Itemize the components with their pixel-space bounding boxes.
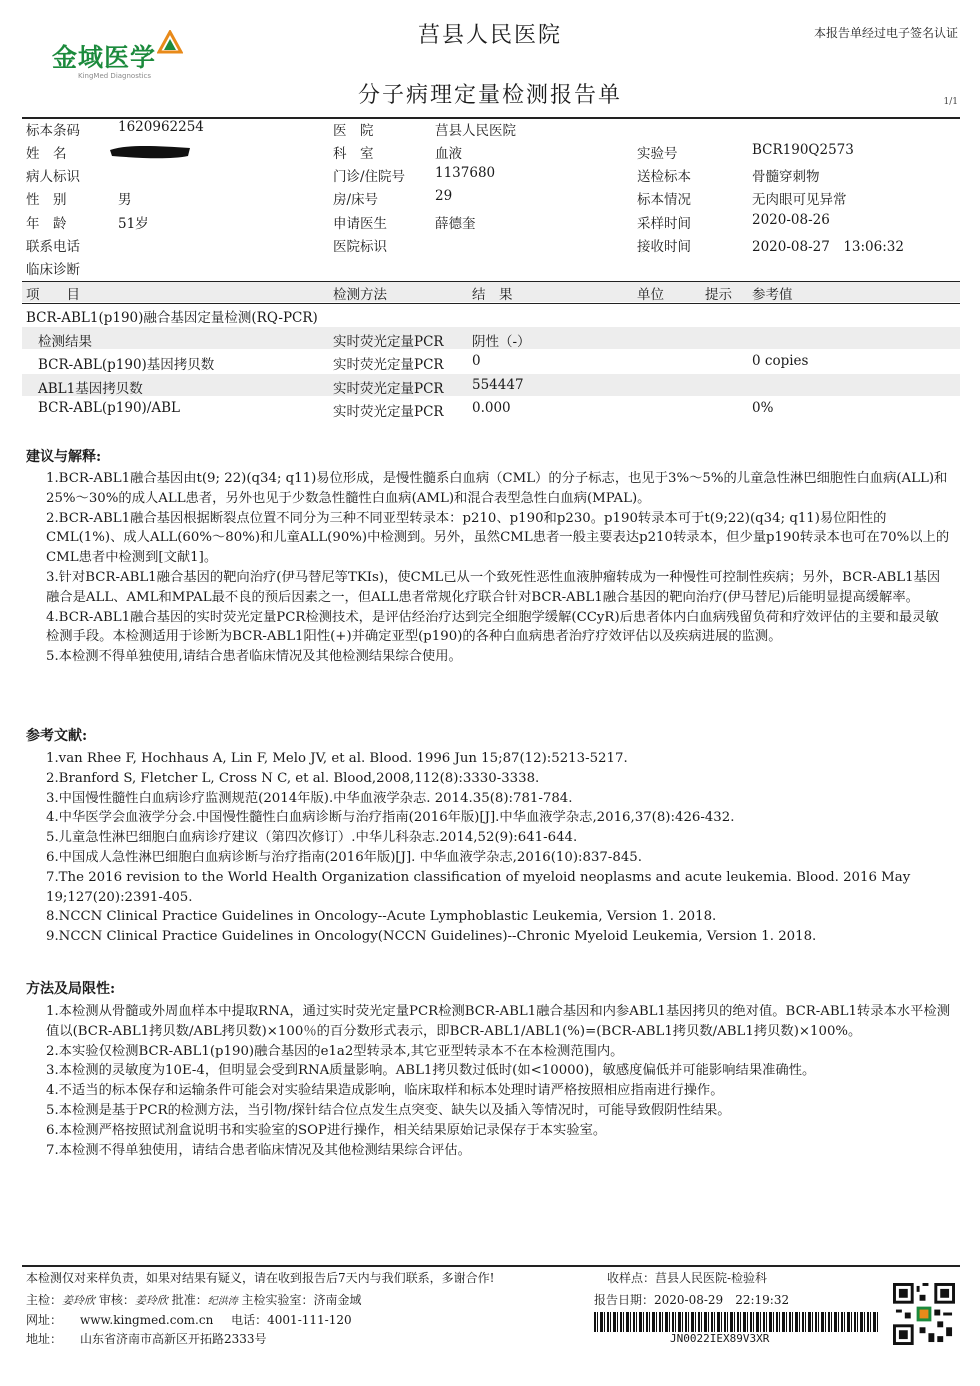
doctor-label: 申请医生 bbox=[333, 216, 387, 232]
report-date: 报告日期：2020-08-29 22:19:32 bbox=[594, 1293, 790, 1307]
logo-text: 金域医学 bbox=[52, 43, 157, 72]
row-item: 检测结果 bbox=[38, 334, 92, 350]
cond-value: 无肉眼可见异常 bbox=[752, 192, 847, 208]
lab-no-label: 实验号 bbox=[637, 146, 678, 162]
method-item: 2.本实验仅检测BCR-ABL1(p190)融合基因的e1a2型转录本,其它亚型转录本不在本检测范围内。 bbox=[46, 1043, 624, 1059]
sex-label: 性 别 bbox=[26, 192, 67, 208]
row-item: BCR-ABL(p190)/ABL bbox=[38, 400, 180, 416]
page-number: 1/1 bbox=[943, 97, 958, 107]
row-method: 实时荧光定量PCR bbox=[333, 404, 444, 420]
row-result: 阴性（-） bbox=[472, 334, 531, 350]
ref-item: 7.The 2016 revision to the World Health Organization classification of myeloid neoplasms and acute leukemia. Blood. 2016 May 19;127(20):2391-405. bbox=[46, 869, 911, 905]
lab-label: 主检实验室： bbox=[241, 1293, 314, 1307]
col-unit: 单位 bbox=[637, 287, 664, 303]
row-result: 0 bbox=[472, 353, 481, 369]
advice-item: 4.BCR-ABL1融合基因的实时荧光定量PCR检测技术，是评估经治疗达到完全细胞学缓解(CCyR)后患者体内白血病残留负荷和疗效评估的主要和最灵敏检测手段。本检测适用于诊断为BCR-ABL1阳性(+)并确定亚型(p190)的各种白血病患者治疗疗效评估以及疾病进展的监测。 bbox=[46, 609, 939, 645]
hosp-value: 莒县人民医院 bbox=[435, 123, 516, 139]
hosp-label: 医 院 bbox=[333, 123, 374, 139]
specimen-label: 送检标本 bbox=[637, 169, 691, 185]
collect-point: 收样点：莒县人民医院-检验科 bbox=[607, 1271, 768, 1285]
age-value: 51岁 bbox=[118, 216, 149, 232]
advice-item: 2.BCR-ABL1融合基因根据断裂点位置不同分为三种不同亚型转录本：p210、p190和p230。p190转录本可于t(9;22)(q34; q11)易位阳性的CML(1%)、成人ALL(60%～80%)和儿童ALL(90%)中检测到。另外，虽然CML患者一般主要表达p210转录本，但少量p190转录本也可在70%以上的CML患者中检测到[文献1]。 bbox=[46, 510, 950, 566]
ref-item: 2.Branford S, Fletcher L, Cross N C, et al. Blood,2008,112(8):3330-3338. bbox=[46, 770, 540, 786]
tester-signature: 姜玲欣 bbox=[62, 1294, 96, 1307]
pid-label: 病人标识 bbox=[26, 169, 80, 185]
advice-title: 建议与解释: bbox=[26, 449, 102, 465]
advice-list bbox=[46, 469, 952, 667]
phone-label: 联系电话 bbox=[26, 239, 80, 255]
qr-code-icon bbox=[893, 1283, 955, 1345]
approver-signature: 纪洪涛 bbox=[207, 1296, 238, 1307]
ref-item: 8.NCCN Clinical Practice Guidelines in Oncology--Acute Lymphoblastic Leukemia, Version 1. 2018. bbox=[46, 909, 717, 925]
row-method: 实时荧光定量PCR bbox=[333, 381, 444, 397]
col-ref: 参考值 bbox=[752, 287, 793, 303]
ref-item: 6.中国成人急性淋巴细胞白血病诊断与治疗指南(2016年版)[J]. 中华血液学杂志,2016(10):837-845. bbox=[46, 849, 642, 865]
website: www.kingmed.com.cn bbox=[80, 1313, 214, 1327]
visit-label: 门诊/住院号 bbox=[333, 169, 406, 185]
visit-value: 1137680 bbox=[435, 165, 496, 181]
hospid-label: 医院标识 bbox=[333, 239, 387, 255]
diag-label: 临床诊断 bbox=[26, 262, 80, 278]
tester-label: 主检： bbox=[26, 1293, 63, 1307]
row-method: 实时荧光定量PCR bbox=[333, 334, 444, 350]
col-result: 结 果 bbox=[472, 287, 513, 303]
report-barcode bbox=[594, 1312, 880, 1332]
ref-item: 5.儿童急性淋巴细胞白血病诊疗建议（第四次修订）.中华儿科杂志.2014,52(9):641-644. bbox=[46, 830, 578, 846]
col-item: 项 目 bbox=[26, 287, 80, 303]
advice-item: 5.本检测不得单独使用,请结合患者临床情况及其他检测结果综合使用。 bbox=[46, 649, 462, 665]
row-method: 实时荧光定量PCR bbox=[333, 357, 444, 373]
methods-title: 方法及局限性: bbox=[26, 981, 116, 997]
disclaimer: 本检测仅对来样负责，如果对结果有疑义，请在收到报告后7天内与我们联系，多谢合作! bbox=[26, 1271, 495, 1285]
col-method: 检测方法 bbox=[333, 287, 387, 303]
website-label: 网址： bbox=[26, 1313, 63, 1327]
name-label: 姓 名 bbox=[26, 146, 67, 162]
ref-item: 4.中华医学会血液学分会.中国慢性髓性白血病诊断与治疗指南(2016年版)[J].中华血液学杂志,2016,37(8):426-432. bbox=[46, 810, 735, 826]
advice-item: 1.BCR-ABL1融合基因由t(9; 22)(q34; q11)易位形成，是慢性髓系白血病（CML）的分子标志，也见于3%～5%的儿童急性淋巴细胞性白血病(ALL)和25%～30%的成人ALL患者，另外也见于少数急性髓性白血病(AML)和混合表型急性白血病(MPAL)。 bbox=[46, 471, 948, 506]
addr-label: 地址： bbox=[26, 1332, 63, 1346]
specimen-value: 骨髓穿刺物 bbox=[752, 169, 820, 185]
method-item: 6.本检测严格按照试剂盒说明书和实验室的SOP进行操作，相关结果原始记录保存于本实验室。 bbox=[46, 1122, 607, 1138]
doctor-value: 薛德奎 bbox=[435, 216, 476, 232]
refs-title: 参考文献: bbox=[26, 728, 88, 744]
recv-time-label: 接收时间 bbox=[637, 239, 691, 255]
row-item: BCR-ABL(p190)基因拷贝数 bbox=[38, 357, 215, 373]
test-group-title: BCR-ABL1(p190)融合基因定量检测(RQ-PCR) bbox=[26, 310, 318, 326]
lab-value: 济南金域 bbox=[313, 1293, 362, 1307]
method-item: 7.本检测不得单独使用，请结合患者临床情况及其他检测结果综合评估。 bbox=[46, 1142, 471, 1158]
logo-subtitle: KingMed Diagnostics bbox=[78, 72, 152, 80]
age-label: 年 龄 bbox=[26, 216, 67, 232]
reviewer-label: 审核： bbox=[98, 1293, 135, 1307]
dept-value: 血液 bbox=[435, 146, 462, 162]
sex-value: 男 bbox=[118, 192, 132, 208]
method-item: 4.不适当的标本保存和运输条件可能会对实验结果造成影响，临床取样和标本处理时请严格按照相应指南进行操作。 bbox=[46, 1083, 724, 1099]
methods-list bbox=[46, 1002, 952, 1160]
signatures bbox=[26, 1291, 362, 1308]
barcode-text: JN0022IEX89V3XR bbox=[670, 1332, 770, 1345]
table-header-rule bbox=[22, 303, 960, 304]
ref-item: 3.中国慢性髓性白血病诊疗监测规范(2014年版).中华血液学杂志. 2014.35(8):781-784. bbox=[46, 790, 573, 806]
contact-line bbox=[26, 1311, 352, 1328]
tel-label: 电话： bbox=[231, 1313, 268, 1327]
ref-item: 9.NCCN Clinical Practice Guidelines in Oncology(NCCN Guidelines)--Chronic Myeloid Leukemia, Version 1. 2018. bbox=[46, 929, 817, 945]
row-ref: 0 copies bbox=[752, 353, 809, 369]
ref-item: 1.van Rhee F, Hochhaus A, Lin F, Melo JV, et al. Blood. 1996 Jun 15;87(12):5213-5217. bbox=[46, 751, 628, 766]
report-title: 分子病理定量检测报告单 bbox=[357, 83, 622, 108]
bed-value: 29 bbox=[435, 188, 453, 204]
redaction-mark bbox=[108, 142, 192, 162]
recv-time-value: 2020-08-27 13:06:32 bbox=[752, 239, 904, 255]
bed-label: 房/床号 bbox=[333, 192, 379, 208]
dept-label: 科 室 bbox=[333, 146, 374, 162]
approver-label: 批准： bbox=[171, 1293, 208, 1307]
row-result: 554447 bbox=[472, 377, 524, 393]
row-item: ABL1基因拷贝数 bbox=[38, 381, 143, 397]
esign-note: 本报告单经过电子签名认证 bbox=[813, 26, 958, 40]
row-result: 0.000 bbox=[472, 400, 511, 416]
address-line bbox=[26, 1330, 267, 1347]
method-item: 5.本检测是基于PCR的检测方法，当引物/探针结合位点发生点突变、缺失以及插入等情况时，可能导致假阴性结果。 bbox=[46, 1102, 731, 1118]
cond-label: 标本情况 bbox=[637, 192, 691, 208]
reviewer-signature: 姜玲欣 bbox=[134, 1294, 168, 1307]
row-ref: 0% bbox=[752, 400, 774, 416]
hospital-name: 莒县人民医院 bbox=[417, 23, 562, 48]
method-item: 3.本检测的灵敏度为10E-4，但明显会受到RNA质量影响。ABL1拷贝数过低时(如<10000)，敏感度偏低并可能影响结果准确性。 bbox=[46, 1063, 816, 1079]
footer-rule bbox=[22, 1265, 960, 1267]
barcode-value: 1620962254 bbox=[118, 119, 204, 135]
tel: 4001-111-120 bbox=[267, 1313, 352, 1327]
refs-list bbox=[46, 749, 946, 947]
advice-item: 3.针对BCR-ABL1融合基因的靶向治疗(伊马替尼等TKIs)，使CML已从一个致死性恶性血液肿瘤转成为一种慢性可控制性疾病；另外，BCR-ABL1基因融合是ALL、AML和MPAL最不良的预后因素之一，但ALL患者常规化疗联合针对BCR-ABL1融合基因的靶向治疗(伊马替尼)后能明显提高缓解率。 bbox=[46, 569, 941, 605]
sample-time-label: 采样时间 bbox=[637, 216, 691, 232]
lab-no-value: BCR190Q2573 bbox=[752, 142, 854, 158]
address: 山东省济南市高新区开拓路2333号 bbox=[80, 1332, 267, 1346]
method-item: 1.本检测从骨髓或外周血样本中提取RNA，通过实时荧光定量PCR检测BCR-ABL1融合基因和内参ABL1基因拷贝的绝对值。BCR-ABL1转录本水平检测值以(BCR-ABL1拷贝数/ABL拷贝数)×100％的百分数形式表示，即BCR-ABL1/ABL1(%)=(BCR-ABL1拷贝数/ABL1拷贝数)×100%。 bbox=[46, 1004, 950, 1039]
barcode-label: 标本条码 bbox=[26, 123, 80, 139]
col-hint: 提示 bbox=[705, 287, 732, 303]
sample-time-value: 2020-08-26 bbox=[752, 212, 830, 228]
